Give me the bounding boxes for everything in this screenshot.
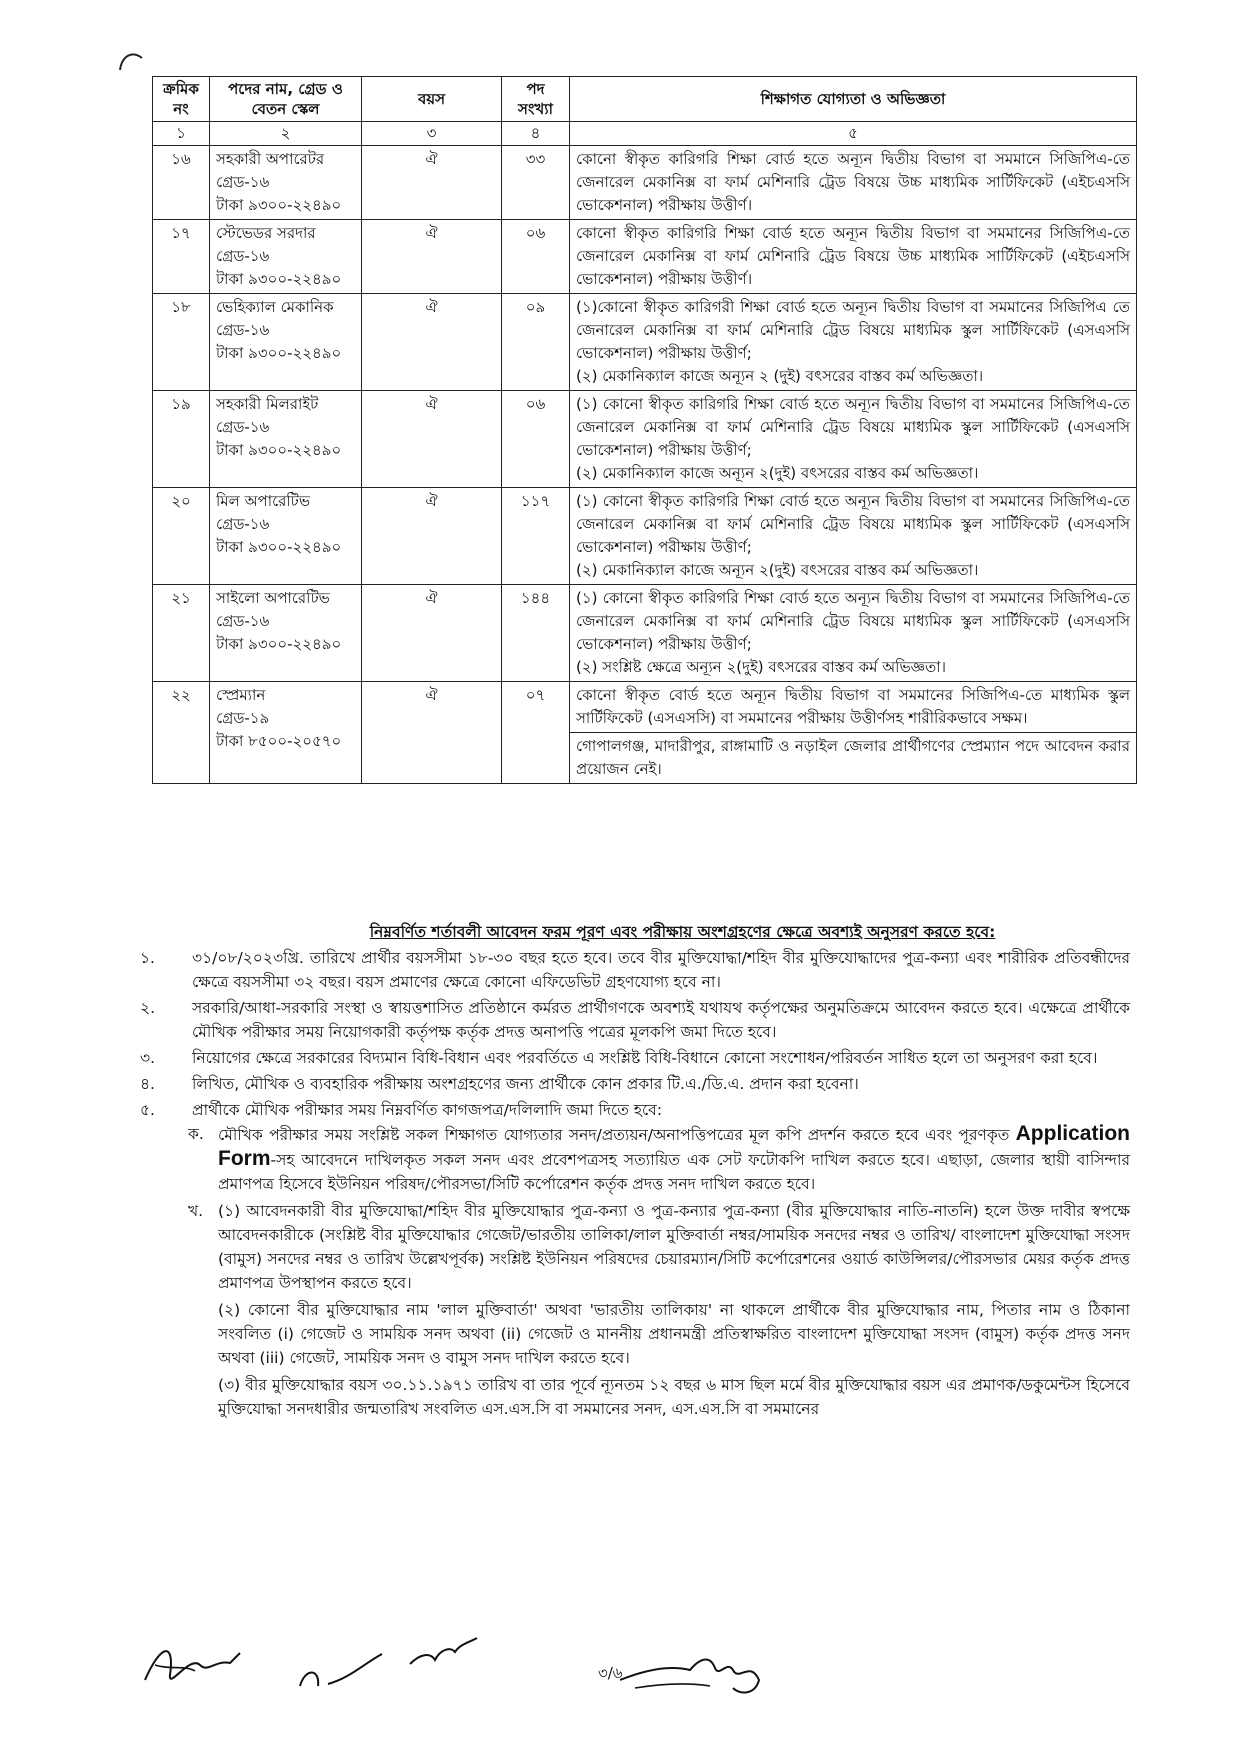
post-name: মিল অপারেটিভ (216, 492, 311, 510)
conditions-section (140, 920, 1130, 1424)
qualification-cell (570, 488, 1137, 585)
count-cell: ০৬ (502, 220, 570, 294)
count-cell: ১১৭ (502, 488, 570, 585)
qualification-text: কোনো স্বীকৃত বোর্ড হতে অন্যূন দ্বিতীয় বিভাগ বা সমমানের সিজিপিএ-তে মাধ্যমিক স্কুল সার্টিফিকেট (এসএসসি) বা সমমানের পরীক্ষায় উত্তীর্ণসহ শারীরিকভাবে সক্ষম। (576, 686, 1130, 727)
column-number-row (153, 122, 1137, 146)
header-age: বয়স (362, 77, 502, 122)
qualification-cell (570, 220, 1137, 294)
signature-1 (140, 1635, 250, 1695)
count-cell: ০৯ (502, 294, 570, 391)
condition-text: প্রার্থীকে মৌখিক পরীক্ষার সময় নিম্নবর্ণিত কাগজপত্র/দলিলাদি জমা দিতে হবে: (192, 1101, 663, 1119)
serial-cell: ২১ (153, 585, 210, 682)
qualification-text: (১) কোনো স্বীকৃত কারিগরি শিক্ষা বোর্ড হতে অন্যূন দ্বিতীয় বিভাগ বা সমমানের সিজিপিএ-তে জেনারেল মেকানিক্স বা ফার্ম মেশিনারি ট্রেড বিষয়ে মাধ্যমিক স্কুল সার্টিফিকেট (এসএসসি ভোকেশনাল) পরীক্ষায় উত্তীর্ণ; (576, 492, 1130, 556)
table-row (153, 585, 1137, 682)
condition-text: লিখিত, মৌখিক ও ব্যবহারিক পরীক্ষায় অংশগ্রহণের জন্য প্রার্থীকে কোন প্রকার টি.এ./ডি.এ. প্রদান করা হবেনা। (192, 1075, 859, 1093)
post-grade: গ্রেড-১৬ (216, 515, 270, 533)
age-cell: ঐ (362, 682, 502, 784)
column-number: ২ (210, 122, 362, 146)
page-number: ৩/৬ (598, 1664, 623, 1682)
post-name: স্প্রেম্যান (216, 686, 266, 704)
table-row (153, 682, 1137, 733)
post-cell (210, 220, 362, 294)
qualification-text: (২) সংশ্লিষ্ট ক্ষেত্রে অন্যূন ২(দুই) বৎসরের বাস্তব কর্ম অভিজ্ঞতা। (576, 658, 946, 676)
post-grade: গ্রেড-১৯ (216, 709, 270, 727)
post-grade: গ্রেড-১৬ (216, 247, 270, 265)
column-number: ১ (153, 122, 210, 146)
post-name: ভেহিক্যাল মেকানিক (216, 298, 334, 316)
post-grade: গ্রেড-১৬ (216, 418, 270, 436)
post-scale: টাকা ৮৫০০-২০৫৭০ (216, 732, 342, 750)
condition-text: নিয়োগের ক্ষেত্রে সরকারের বিদ্যমান বিধি-বিধান এবং পরবর্তিতে এ সংশ্লিষ্ট বিধি-বিধানে কোনো সংশোধন/পরিবর্তন সাধিত হলে তা অনুসরণ করা হবে। (192, 1049, 1098, 1067)
post-scale: টাকা ৯৩০০-২২৪৯০ (216, 196, 342, 214)
qualification-text: কোনো স্বীকৃত কারিগরি শিক্ষা বোর্ড হতে অন্যূন দ্বিতীয় বিভাগ বা সমমানে সিজিপিএ-তে জেনারেল মেকানিক্স বা ফার্ম মেশিনারি ট্রেড বিষয়ে উচ্চ মাধ্যমিক সার্টিফিকেট (এইচএসসি ভোকেশনাল) পরীক্ষায় উত্তীর্ণ। (576, 150, 1130, 214)
condition-number: ১. (140, 949, 155, 967)
table-row (153, 294, 1137, 391)
header-qualification: শিক্ষাগত যোগ্যতা ও অভিজ্ঞতা (570, 77, 1137, 122)
age-cell: ঐ (362, 220, 502, 294)
qualification-cell (570, 146, 1137, 220)
post-grade: গ্রেড-১৬ (216, 173, 270, 191)
qualification-text: (২) মেকানিক্যাল কাজে অন্যূন ২(দুই) বৎসরের বাস্তব কর্ম অভিজ্ঞতা। (576, 561, 979, 579)
post-name: সাইলো অপারেটিভ (216, 589, 330, 607)
serial-cell: ১৭ (153, 220, 210, 294)
header-serial: ক্রমিক নং (153, 77, 210, 122)
post-cell (210, 682, 362, 784)
post-scale: টাকা ৯৩০০-২২৪৯০ (216, 441, 342, 459)
corner-mark (118, 48, 144, 74)
count-cell: ১৪৪ (502, 585, 570, 682)
condition-text: সরকারি/আধা-সরকারি সংস্থা ও স্বায়ত্তশাসিত প্রতিষ্ঠানে কর্মরত প্রার্থীগণকে অবশ্যই যথাযথ কর্তৃপক্ষের অনুমতিক্রমে আবেদন করতে হবে। এক্ষেত্রে প্রার্থীকে মৌখিক পরীক্ষার সময় নিয়োগকারী কর্তৃপক্ষ কর্তৃক প্রদত্ত অনাপত্তি পত্রের মূলকপি জমা দিতে হবে। (192, 999, 1130, 1041)
sub-item-kha (140, 1199, 1130, 1421)
post-cell (210, 585, 362, 682)
sub-item-paragraph: (৩) বীর মুক্তিযোদ্ধার বয়স ৩০.১১.১৯৭১ তারিখ বা তার পূর্বে ন্যূনতম ১২ বছর ৬ মাস ছিল মর্মে বীর মুক্তিযোদ্ধার বয়স এর প্রমাণক/ডকুমেন্টস হিসেবে মুক্তিযোদ্ধা সনদধারীর জন্মতারিখ সংবলিত এস.এস.সি বা সমমানের সনদ, এস.এস.সি বা সমমানের (218, 1376, 1130, 1418)
count-cell: ০৭ (502, 682, 570, 784)
condition-item (140, 1046, 1130, 1070)
post-name: সহকারী অপারেটর (216, 150, 325, 168)
signature-4 (615, 1640, 765, 1705)
conditions-heading: নিম্নবর্ণিত শর্তাবলী আবেদন ফরম পূরণ এবং পরীক্ষায় অংশগ্রহণের ক্ষেত্রে অবশ্যই অনুসরণ করতে হবে: (369, 923, 996, 941)
sub-item-paragraph: (২) কোনো বীর মুক্তিযোদ্ধার নাম 'লাল মুক্তিবার্তা' অথবা 'ভারতীয় তালিকায়' না থাকলে প্রার্থীকে বীর মুক্তিযোদ্ধার নাম, পিতার নাম ও ঠিকানা সংবলিত (i) গেজেট ও সাময়িক সনদ অথবা (ii) গেজেট ও মাননীয় প্রধানমন্ত্রী প্রতিস্বাক্ষরিত বাংলাদেশ মুক্তিযোদ্ধা সংসদ (বামুস) কর্তৃক প্রদত্ত সনদ অথবা (iii) গেজেট, সাময়িক সনদ ও বামুস সনদ দাখিল করতে হবে। (218, 1301, 1130, 1367)
qualification-cell (570, 294, 1137, 391)
condition-number: ৩. (140, 1049, 156, 1067)
qualification-text: (২) মেকানিক্যাল কাজে অন্যূন ২(দুই) বৎসরের বাস্তব কর্ম অভিজ্ঞতা। (576, 464, 979, 482)
serial-cell: ১৬ (153, 146, 210, 220)
qualification-text: (১)কোনো স্বীকৃত কারিগরী শিক্ষা বোর্ড হতে অন্যূন দ্বিতীয় বিভাগ বা সমমানের সিজিপিএ তে জেনারেল মেকানিক্স বা ফার্ম মেশিনারি ট্রেড বিষয়ে মাধ্যমিক স্কুল সার্টিফিকেট (এসএসসি ভোকেশনাল) পরীক্ষায় উত্তীর্ণ; (576, 298, 1130, 362)
sub-item-text-part: মৌখিক পরীক্ষার সময় সংশ্লিষ্ট সকল শিক্ষাগত যোগ্যতার সনদ/প্রত্যয়ন/অনাপত্তিপত্রের মূল কপি প্রদর্শন করতে হবে এবং পূরণকৃত (218, 1126, 1010, 1144)
qualification-cell (570, 682, 1137, 733)
qualification-note: গোপালগঞ্জ, মাদারীপুর, রাঙ্গামাটি ও নড়াইল জেলার প্রার্থীগণের স্প্রেম্যান পদে আবেদন করার প্রয়োজন নেই। (576, 737, 1130, 778)
post-scale: টাকা ৯৩০০-২২৪৯০ (216, 270, 342, 288)
table-row (153, 488, 1137, 585)
post-scale: টাকা ৯৩০০-২২৪৯০ (216, 344, 342, 362)
qualification-text: (২) মেকানিক্যাল কাজে অন্যূন ২ (দুই) বৎসরের বাস্তব কর্ম অভিজ্ঞতা। (576, 367, 984, 385)
condition-text: ৩১/০৮/২০২৩খ্রি. তারিখে প্রার্থীর বয়সসীমা ১৮-৩০ বছর হতে হবে। তবে বীর মুক্তিযোদ্ধা/শহিদ বীর মুক্তিযোদ্ধাদের পুত্র-কন্যা এবং শারীরিক প্রতিবন্ধীদের ক্ষেত্রে বয়সসীমা ৩২ বছর। বয়স প্রমাণের ক্ষেত্রে কোনো এফিডেভিট গ্রহণযোগ্য হবে না। (192, 949, 1130, 991)
serial-cell: ১৯ (153, 391, 210, 488)
condition-number: ৪. (140, 1075, 155, 1093)
count-cell: ০৬ (502, 391, 570, 488)
post-cell (210, 391, 362, 488)
post-cell (210, 146, 362, 220)
condition-item (140, 996, 1130, 1044)
post-grade: গ্রেড-১৬ (216, 612, 270, 630)
condition-number: ৫. (140, 1101, 155, 1119)
table-header-row (153, 77, 1137, 122)
qualification-text: (১) কোনো স্বীকৃত কারিগরি শিক্ষা বোর্ড হতে অন্যূন দ্বিতীয় বিভাগ বা সমমানের সিজিপিএ-তে জেনারেল মেকানিক্স বা ফার্ম মেশিনারি ট্রেড বিষয়ে মাধ্যমিক স্কুল সার্টিফিকেট (এসএসসি ভোকেশনাল) পরীক্ষায় উত্তীর্ণ; (576, 589, 1130, 653)
application-form-emphasis: Application Form (218, 1122, 1130, 1170)
serial-cell: ১৮ (153, 294, 210, 391)
qualification-text: কোনো স্বীকৃত কারিগরি শিক্ষা বোর্ড হতে অন্যূন দ্বিতীয় বিভাগ বা সমমানের সিজিপিএ-তে জেনারেল মেকানিক্স বা ফার্ম মেশিনারি ট্রেড বিষয়ে উচ্চ মাধ্যমিক সার্টিফিকেট (এইচএসসি ভোকেশনাল) পরীক্ষায় উত্তীর্ণ। (576, 224, 1130, 288)
post-scale: টাকা ৯৩০০-২২৪৯০ (216, 635, 342, 653)
age-cell: ঐ (362, 488, 502, 585)
post-name: সহকারী মিলরাইট (216, 395, 319, 413)
sub-item-number: খ. (188, 1202, 204, 1220)
sub-item-ka (140, 1122, 1130, 1196)
table-row (153, 220, 1137, 294)
qualification-note-cell (570, 733, 1137, 784)
age-cell: ঐ (362, 391, 502, 488)
serial-cell: ২০ (153, 488, 210, 585)
column-number: ৫ (570, 122, 1137, 146)
table-row (153, 146, 1137, 220)
job-table (152, 76, 1137, 784)
age-cell: ঐ (362, 585, 502, 682)
serial-cell: ২২ (153, 682, 210, 784)
signature-3 (405, 1632, 485, 1672)
condition-item (140, 946, 1130, 994)
qualification-cell (570, 585, 1137, 682)
post-cell (210, 294, 362, 391)
sub-item-number: ক. (188, 1125, 204, 1143)
table-row (153, 391, 1137, 488)
column-number: ৪ (502, 122, 570, 146)
sub-item-text-part: -সহ আবেদনে দাখিলকৃত সকল সনদ এবং প্রবেশপত্রসহ সত্যায়িত এক সেট ফটোকপি দাখিল করতে হবে। এছাড়া, জেলার স্থায়ী বাসিন্দার প্রমাণপত্র হিসেবে ইউনিয়ন পরিষদ/পৌরসভা/সিটি কর্পোরেশন কর্তৃক প্রদত্ত সনদ দাখিল করতে হবে। (218, 1151, 1130, 1193)
post-name: স্টেভেডর সরদার (216, 224, 316, 242)
age-cell: ঐ (362, 146, 502, 220)
column-number: ৩ (362, 122, 502, 146)
sub-item-text (218, 1122, 1130, 1196)
sub-item-paragraph: (১) আবেদনকারী বীর মুক্তিযোদ্ধা/শহিদ বীর মুক্তিযোদ্ধার পুত্র-কন্যা ও পুত্র-কন্যার পুত্র-কন্যা (বীর মুক্তিযোদ্ধার নাতি-নাতনি) হলে উক্ত দাবীর স্বপক্ষে আবেদনকারীকে (সংশ্লিষ্ট বীর মুক্তিযোদ্ধার গেজেট/ভারতীয় তালিকা/লাল মুক্তিবার্তা নম্বর/সাময়িক সনদের নম্বর ও তারিখ/ বাংলাদেশ মুক্তিযোদ্ধা সংসদ (বামুস) সনদের নম্বর ও তারিখ উল্লেখপূর্বক) সংশ্লিষ্ট ইউনিয়ন পরিষদের চেয়ারম্যান/সিটি কর্পোরেশনের ওয়ার্ড কাউন্সিলর/পৌরসভার মেয়র কর্তৃক প্রদত্ত প্রমাণপত্র উপস্থাপন করতে হবে। (218, 1202, 1130, 1292)
condition-number: ২. (140, 999, 156, 1017)
condition-item (140, 1098, 1130, 1122)
post-cell (210, 488, 362, 585)
count-cell: ৩৩ (502, 146, 570, 220)
header-count: পদ সংখ্যা (502, 77, 570, 122)
age-cell: ঐ (362, 294, 502, 391)
header-post: পদের নাম, গ্রেড ও বেতন স্কেল (210, 77, 362, 122)
qualification-text: (১) কোনো স্বীকৃত কারিগরি শিক্ষা বোর্ড হতে অন্যূন দ্বিতীয় বিভাগ বা সমমানের সিজিপিএ-তে জেনারেল মেকানিক্স বা ফার্ম মেশিনারি ট্রেড বিষয়ে মাধ্যমিক স্কুল সার্টিফিকেট (এসএসসি ভোকেশনাল) পরীক্ষায় উত্তীর্ণ; (576, 395, 1130, 459)
qualification-cell (570, 391, 1137, 488)
condition-item (140, 1072, 1130, 1096)
post-scale: টাকা ৯৩০০-২২৪৯০ (216, 538, 342, 556)
signature-2 (290, 1648, 390, 1693)
post-grade: গ্রেড-১৬ (216, 321, 270, 339)
